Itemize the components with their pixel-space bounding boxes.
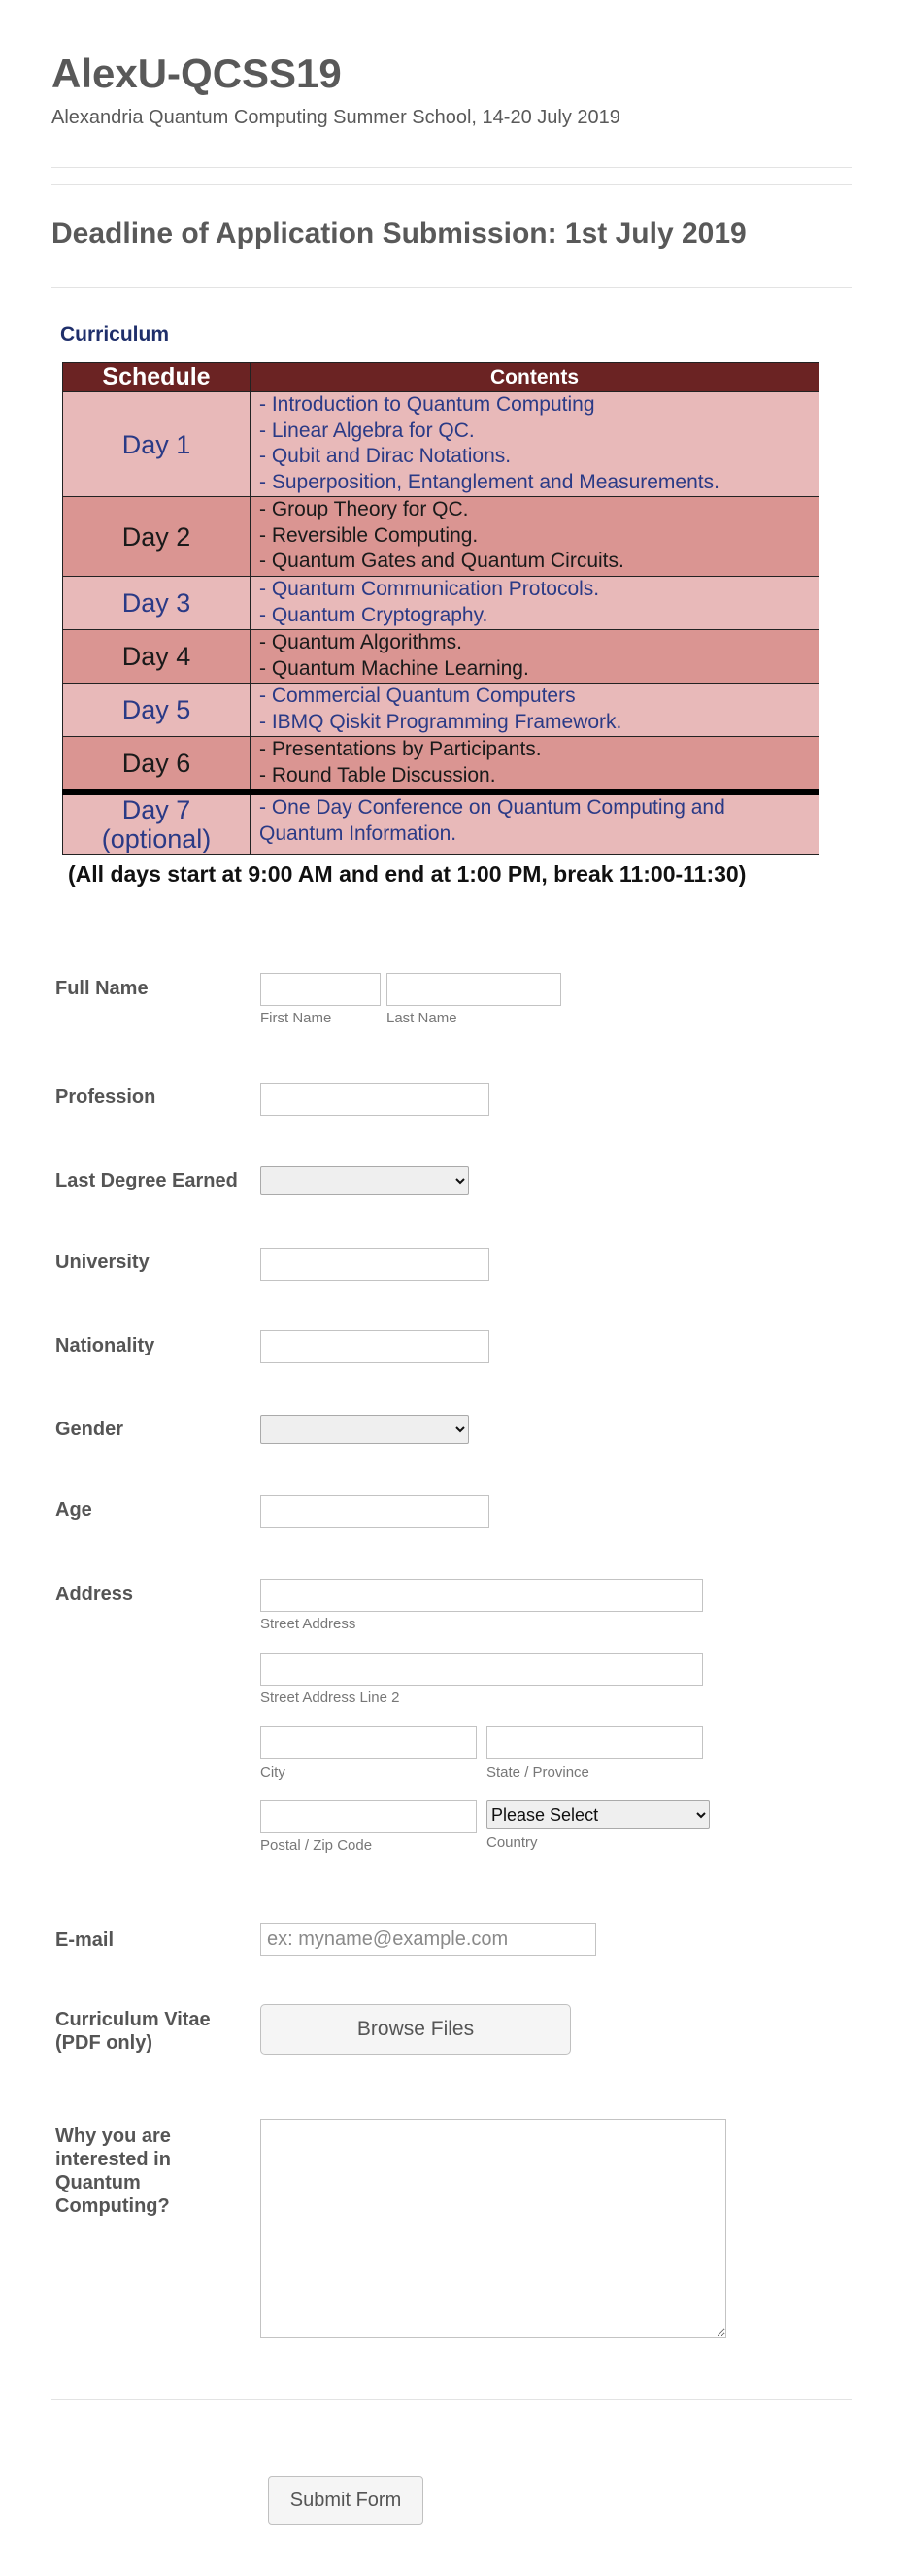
day-cell: Day 3 [63, 577, 251, 630]
content-item: - Quantum Communication Protocols. [259, 578, 600, 600]
contents-cell [251, 684, 819, 737]
divider [51, 287, 852, 288]
content-item: - Introduction to Quantum Computing [259, 393, 595, 416]
contents-cell [251, 737, 819, 793]
content-item: - Round Table Discussion. [259, 763, 496, 786]
contents-header: Contents [251, 363, 819, 392]
age-input[interactable] [260, 1495, 489, 1528]
country-sublabel: Country [486, 1834, 538, 1851]
address-label: Address [55, 1584, 134, 1605]
table-header-row [63, 363, 819, 392]
submit-button[interactable]: Submit Form [268, 2476, 423, 2525]
day-label: Day 7 [121, 795, 191, 825]
profession-input[interactable] [260, 1083, 489, 1116]
browse-files-button[interactable]: Browse Files [260, 2004, 571, 2055]
schedule-header: Schedule [63, 363, 251, 392]
page-title: AlexU-QCSS19 [51, 50, 342, 96]
state-input[interactable] [486, 1726, 703, 1759]
day-cell [63, 792, 251, 854]
why-label-line: Computing? [55, 2195, 170, 2217]
content-item: - Reversible Computing. [259, 523, 479, 547]
email-input[interactable] [260, 1923, 596, 1956]
contents-cell [251, 630, 819, 684]
street-address-sublabel: Street Address [260, 1616, 356, 1632]
day-cell: Day 6 [63, 737, 251, 793]
street-address-input[interactable] [260, 1579, 703, 1612]
university-label: University [55, 1252, 150, 1273]
street-address-2-input[interactable] [260, 1653, 703, 1686]
content-item: - Quantum Cryptography. [259, 603, 488, 626]
nationality-label: Nationality [55, 1335, 155, 1356]
table-row [63, 392, 819, 497]
gender-select[interactable] [260, 1415, 469, 1444]
content-item: - Qubit and Dirac Notations. [259, 445, 512, 467]
page-subtitle: Alexandria Quantum Computing Summer School, 14-20 July 2019 [51, 107, 620, 128]
why-label-line: Why you are [55, 2125, 171, 2147]
cv-label [55, 2008, 211, 2055]
content-item: - One Day Conference on Quantum Computing and Quantum Information. [259, 796, 725, 845]
table-row [63, 497, 819, 577]
table-row [63, 684, 819, 737]
divider [51, 2399, 852, 2400]
content-item: - Quantum Machine Learning. [259, 656, 529, 680]
table-row [63, 792, 819, 854]
contents-cell [251, 392, 819, 497]
nationality-input[interactable] [260, 1330, 489, 1363]
city-sublabel: City [260, 1764, 285, 1781]
contents-cell [251, 497, 819, 577]
table-row [63, 577, 819, 630]
content-item: - Quantum Gates and Quantum Circuits. [259, 550, 624, 572]
profession-label: Profession [55, 1087, 156, 1108]
curriculum-table [62, 362, 819, 855]
divider [51, 167, 852, 168]
day-cell: Day 1 [63, 392, 251, 497]
why-label-line: Quantum [55, 2172, 141, 2193]
last-name-sublabel: Last Name [386, 1010, 457, 1026]
why-label [55, 2124, 171, 2218]
zip-sublabel: Postal / Zip Code [260, 1837, 373, 1854]
day-optional-note: (optional) [101, 824, 212, 854]
cv-label-line: (PDF only) [55, 2032, 152, 2054]
why-label-line: interested in [55, 2149, 171, 2170]
content-item: - Commercial Quantum Computers [259, 685, 576, 707]
city-input[interactable] [260, 1726, 477, 1759]
schedule-note: (All days start at 9:00 AM and end at 1:00 PM, break 11:00-11:30) [68, 861, 747, 887]
age-label: Age [55, 1499, 92, 1521]
first-name-input[interactable] [260, 973, 381, 1006]
first-name-sublabel: First Name [260, 1010, 332, 1026]
zip-input[interactable] [260, 1800, 477, 1833]
why-textarea[interactable] [260, 2119, 726, 2338]
degree-label: Last Degree Earned [55, 1170, 238, 1191]
table-row [63, 630, 819, 684]
day-cell: Day 4 [63, 630, 251, 684]
content-item: - Group Theory for QC. [259, 498, 469, 520]
university-input[interactable] [260, 1248, 489, 1281]
country-select[interactable] [486, 1800, 710, 1829]
day-cell: Day 2 [63, 497, 251, 577]
degree-select[interactable] [260, 1166, 469, 1195]
last-name-input[interactable] [386, 973, 561, 1006]
content-item: - Quantum Algorithms. [259, 631, 462, 653]
contents-cell [251, 792, 819, 854]
day-cell: Day 5 [63, 684, 251, 737]
curriculum-label: Curriculum [60, 323, 170, 346]
contents-cell [251, 577, 819, 630]
gender-label: Gender [55, 1419, 124, 1440]
content-item: - Linear Algebra for QC. [259, 418, 475, 442]
street-address-2-sublabel: Street Address Line 2 [260, 1689, 400, 1706]
content-item: - Presentations by Participants. [259, 738, 542, 760]
email-label: E-mail [55, 1929, 115, 1951]
content-item: - IBMQ Qiskit Programming Framework. [259, 710, 622, 733]
content-item: - Superposition, Entanglement and Measurements. [259, 470, 719, 493]
cv-label-line: Curriculum Vitae [55, 2009, 211, 2030]
state-sublabel: State / Province [486, 1764, 589, 1781]
full-name-label: Full Name [55, 978, 149, 999]
divider [51, 184, 852, 185]
table-row [63, 737, 819, 793]
deadline-heading: Deadline of Application Submission: 1st July 2019 [51, 217, 747, 250]
